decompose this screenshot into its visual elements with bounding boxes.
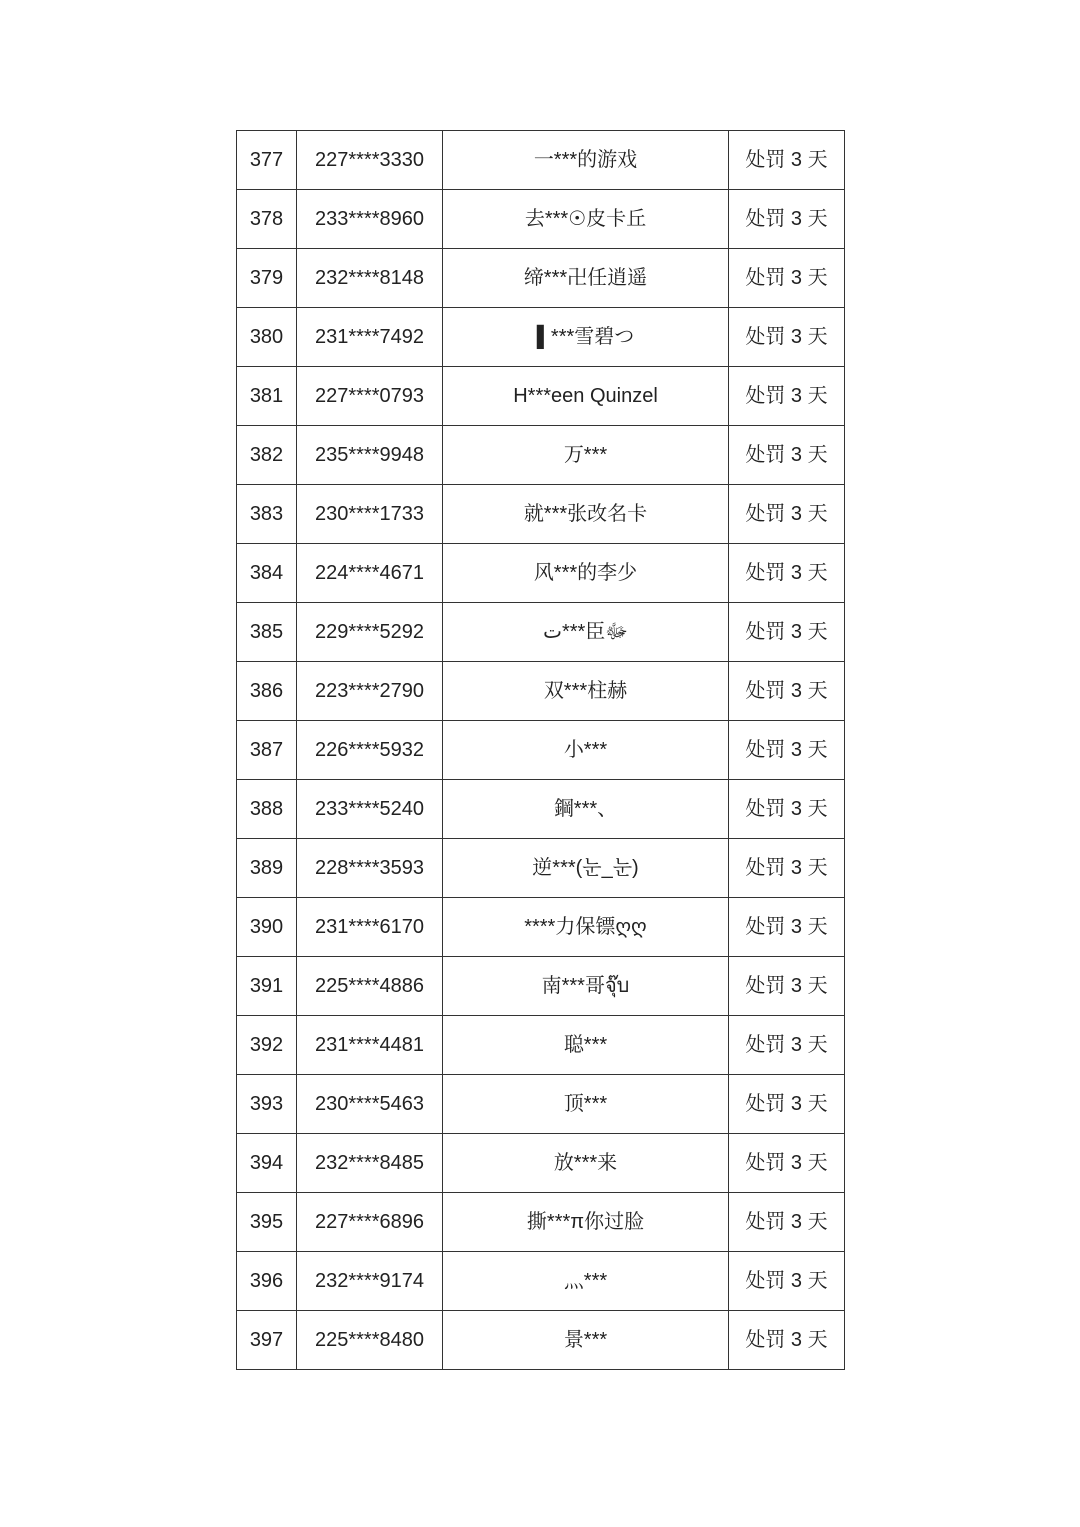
player-nickname: 撕***π你过脸 <box>443 1193 729 1252</box>
player-nickname: 放***来 <box>443 1134 729 1193</box>
penalty-text: 处罚 3 天 <box>729 898 845 957</box>
penalty-text: 处罚 3 天 <box>729 1075 845 1134</box>
table-row <box>237 544 845 603</box>
penalty-text: 处罚 3 天 <box>729 426 845 485</box>
table-row <box>237 780 845 839</box>
row-number: 389 <box>237 839 297 898</box>
account-id: 225****8480 <box>297 1311 443 1370</box>
table-body <box>237 131 845 1370</box>
table-row <box>237 603 845 662</box>
player-nickname: 一***的游戏 <box>443 131 729 190</box>
account-id: 227****0793 <box>297 367 443 426</box>
player-nickname: ▌***雪碧つ <box>443 308 729 367</box>
penalty-text: 处罚 3 天 <box>729 839 845 898</box>
table-row <box>237 839 845 898</box>
penalty-text: 处罚 3 天 <box>729 1016 845 1075</box>
table-row <box>237 1016 845 1075</box>
row-number: 381 <box>237 367 297 426</box>
player-nickname: 灬*** <box>443 1252 729 1311</box>
row-number: 391 <box>237 957 297 1016</box>
account-id: 232****8148 <box>297 249 443 308</box>
player-nickname: 景*** <box>443 1311 729 1370</box>
table-row <box>237 721 845 780</box>
penalty-text: 处罚 3 天 <box>729 780 845 839</box>
penalty-table <box>236 130 845 1370</box>
penalty-text: 处罚 3 天 <box>729 957 845 1016</box>
account-id: 223****2790 <box>297 662 443 721</box>
table-row <box>237 1311 845 1370</box>
account-id: 232****9174 <box>297 1252 443 1311</box>
row-number: 379 <box>237 249 297 308</box>
player-nickname: 风***的李少 <box>443 544 729 603</box>
player-nickname: 逆***(눈_눈) <box>443 839 729 898</box>
penalty-text: 处罚 3 天 <box>729 308 845 367</box>
player-nickname: 万*** <box>443 426 729 485</box>
player-nickname: 南***哥จุ๊บ <box>443 957 729 1016</box>
table-row <box>237 249 845 308</box>
player-nickname: H***een Quinzel <box>443 367 729 426</box>
account-id: 232****8485 <box>297 1134 443 1193</box>
account-id: 226****5932 <box>297 721 443 780</box>
row-number: 397 <box>237 1311 297 1370</box>
table-row <box>237 1134 845 1193</box>
row-number: 394 <box>237 1134 297 1193</box>
player-nickname: 鋼***、 <box>443 780 729 839</box>
account-id: 235****9948 <box>297 426 443 485</box>
penalty-text: 处罚 3 天 <box>729 1252 845 1311</box>
account-id: 229****5292 <box>297 603 443 662</box>
account-id: 231****6170 <box>297 898 443 957</box>
table-row <box>237 308 845 367</box>
player-nickname: 去***☉皮卡丘 <box>443 190 729 249</box>
row-number: 396 <box>237 1252 297 1311</box>
table-row <box>237 957 845 1016</box>
penalty-text: 处罚 3 天 <box>729 662 845 721</box>
account-id: 233****5240 <box>297 780 443 839</box>
table-row <box>237 898 845 957</box>
account-id: 230****1733 <box>297 485 443 544</box>
row-number: 377 <box>237 131 297 190</box>
account-id: 230****5463 <box>297 1075 443 1134</box>
player-nickname: 聪*** <box>443 1016 729 1075</box>
account-id: 231****4481 <box>297 1016 443 1075</box>
table-row <box>237 662 845 721</box>
penalty-text: 处罚 3 天 <box>729 485 845 544</box>
table-row <box>237 426 845 485</box>
account-id: 227****3330 <box>297 131 443 190</box>
player-nickname: 就***张改名卡 <box>443 485 729 544</box>
player-nickname: ت***臣ﷻ <box>443 603 729 662</box>
row-number: 386 <box>237 662 297 721</box>
player-nickname: 双***柱赫 <box>443 662 729 721</box>
row-number: 387 <box>237 721 297 780</box>
player-nickname: 小*** <box>443 721 729 780</box>
account-id: 225****4886 <box>297 957 443 1016</box>
player-nickname: ****力保镖ღღ <box>443 898 729 957</box>
row-number: 383 <box>237 485 297 544</box>
table-row <box>237 190 845 249</box>
table-row <box>237 367 845 426</box>
table-row <box>237 131 845 190</box>
row-number: 378 <box>237 190 297 249</box>
penalty-text: 处罚 3 天 <box>729 1311 845 1370</box>
table-row <box>237 1075 845 1134</box>
penalty-text: 处罚 3 天 <box>729 544 845 603</box>
account-id: 224****4671 <box>297 544 443 603</box>
row-number: 385 <box>237 603 297 662</box>
account-id: 227****6896 <box>297 1193 443 1252</box>
player-nickname: 顶*** <box>443 1075 729 1134</box>
row-number: 392 <box>237 1016 297 1075</box>
row-number: 395 <box>237 1193 297 1252</box>
row-number: 384 <box>237 544 297 603</box>
row-number: 390 <box>237 898 297 957</box>
row-number: 388 <box>237 780 297 839</box>
table-row <box>237 1252 845 1311</box>
penalty-text: 处罚 3 天 <box>729 721 845 780</box>
penalty-text: 处罚 3 天 <box>729 603 845 662</box>
penalty-text: 处罚 3 天 <box>729 1193 845 1252</box>
account-id: 228****3593 <box>297 839 443 898</box>
account-id: 233****8960 <box>297 190 443 249</box>
penalty-text: 处罚 3 天 <box>729 131 845 190</box>
account-id: 231****7492 <box>297 308 443 367</box>
player-nickname: 缔***卍任逍遥 <box>443 249 729 308</box>
row-number: 382 <box>237 426 297 485</box>
table-row <box>237 1193 845 1252</box>
penalty-text: 处罚 3 天 <box>729 190 845 249</box>
row-number: 380 <box>237 308 297 367</box>
penalty-text: 处罚 3 天 <box>729 367 845 426</box>
table-row <box>237 485 845 544</box>
penalty-text: 处罚 3 天 <box>729 249 845 308</box>
row-number: 393 <box>237 1075 297 1134</box>
penalty-text: 处罚 3 天 <box>729 1134 845 1193</box>
